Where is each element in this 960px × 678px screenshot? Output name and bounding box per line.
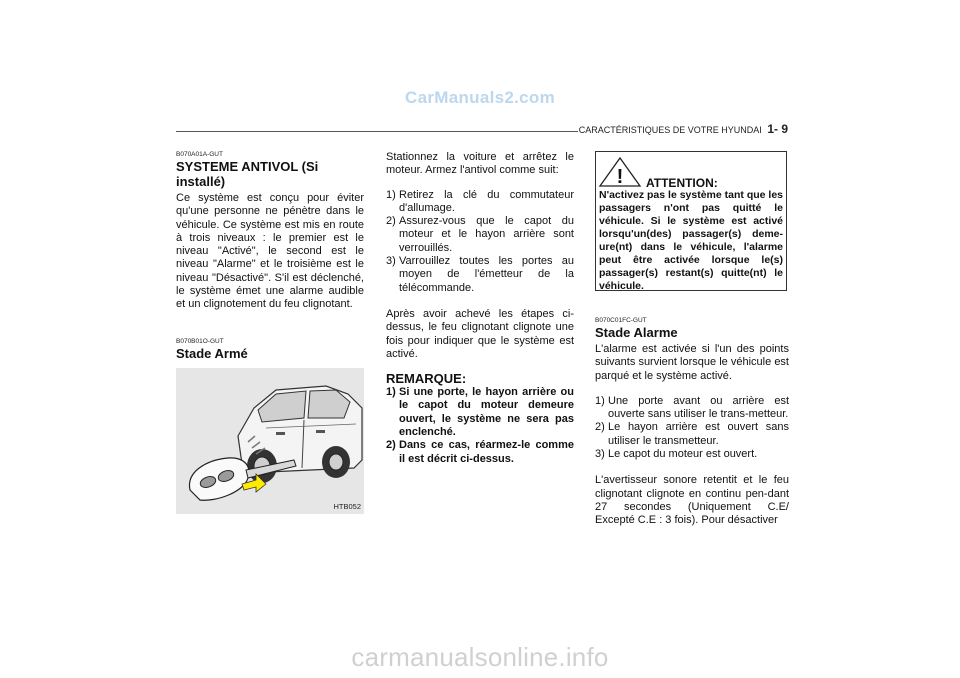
remark-heading: REMARQUE: [386, 371, 467, 387]
ref-code-alarme: B070C01FC-GUT [595, 317, 647, 324]
arming-steps-list [386, 189, 574, 295]
figure-car-key-fob [176, 368, 364, 514]
after-steps-paragraph: Après avoir achevé les étapes ci-dessus, le feu clignotant clignote une fois pour indiquer que le système est activé. [386, 307, 574, 360]
column-1 [176, 151, 364, 514]
list-item: 3) Le capot du moteur est ouvert. [595, 448, 758, 461]
list-item: 2) Assurez-vous que le capot du moteur et le hayon arrière sont verrouillés. [386, 215, 574, 254]
list-item: 1) Si une porte, le hayon arrière ou le capot du moteur demeure ouvert, le système ne sera pas enclenché. [386, 386, 574, 439]
alarm-conditions-list [595, 395, 789, 461]
section-title: CARACTÉRISTIQUES DE VOTRE HYUNDAI [578, 125, 762, 135]
list-item: 1) Retirez la clé du commutateur d'allumage. [386, 188, 574, 214]
warning-title: ATTENTION: [646, 176, 718, 190]
list-item: 3) Varrouillez toutes les portes au moyen de l'émetteur de la télécommande. [386, 255, 574, 294]
list-item: 2) Dans ce cas, réarmez-le comme il est décrit ci-dessus. [386, 439, 574, 465]
column-3 [595, 151, 789, 528]
ref-code-arme: B070B01O-GUT [176, 337, 224, 345]
remark-list [386, 386, 574, 466]
warning-text: N'activez pas le système tant que les passagers n'ont pas quitté le véhicule. Si le système est activé lorsqu'un(des) passager(s) deme-ure(nt) dans le véhicule, l'alarme peut être activée lorsque le(s) passager(s) restant(s) quitte(nt) le véhicule. [599, 189, 783, 292]
svg-text:!: ! [616, 166, 624, 188]
list-item: 1) Une porte avant ou arrière est ouverte sans utiliser le trans-metteur. [595, 394, 789, 421]
alarm-final-paragraph: L'avertisseur sonore retentit et le feu clignotant clignote en continu pen-dant 27 secondes (Uniquement C.E/ Excepté C.E : 3 fois). Pour désactiver [595, 474, 789, 527]
page-header [579, 122, 788, 136]
watermark-bottom: carmanualsonline.info [351, 642, 609, 672]
heading-systeme-antivol: SYSTEME ANTIVOL (Si installé) [176, 159, 319, 189]
column-2 [386, 151, 574, 466]
list-item: 2) Le hayon arrière est ouvert sans utiliser le transmetteur. [595, 421, 789, 447]
warning-box [595, 151, 787, 291]
heading-stade-arme: Stade Armé [176, 345, 248, 361]
heading-stade-alarme: Stade Alarme [595, 325, 678, 340]
car-and-remote-illustration [176, 368, 364, 514]
warning-triangle-icon [598, 156, 642, 188]
header-rule [176, 131, 578, 132]
ref-code-antivol: B070A01A-GUT [176, 151, 223, 158]
figure-label: HTB052 [333, 501, 361, 511]
intro-paragraph: Stationnez la voiture et arrêtez le moteur. Armez l'antivol comme suit: [386, 151, 574, 177]
watermark-top: CarManuals2.com [405, 88, 555, 107]
alarm-intro-paragraph: L'alarme est activée si l'un des points suivants survient lorsque le véhicule est parqué et le système activé. [595, 343, 789, 382]
paragraph-antivol: Ce système est conçu pour éviter qu'une personne ne pénètre dans le véhicule. Ce système est mis en route à trois niveaux : le premier est le niveau "Activé", le second est le niveau "Alarme" et le troisième est le niveau "Désactivé". S'il est déclenché, le système émet une alarme audible et un clignotement du feu clignotant. [176, 192, 364, 311]
page-number: 1- 9 [767, 122, 788, 136]
